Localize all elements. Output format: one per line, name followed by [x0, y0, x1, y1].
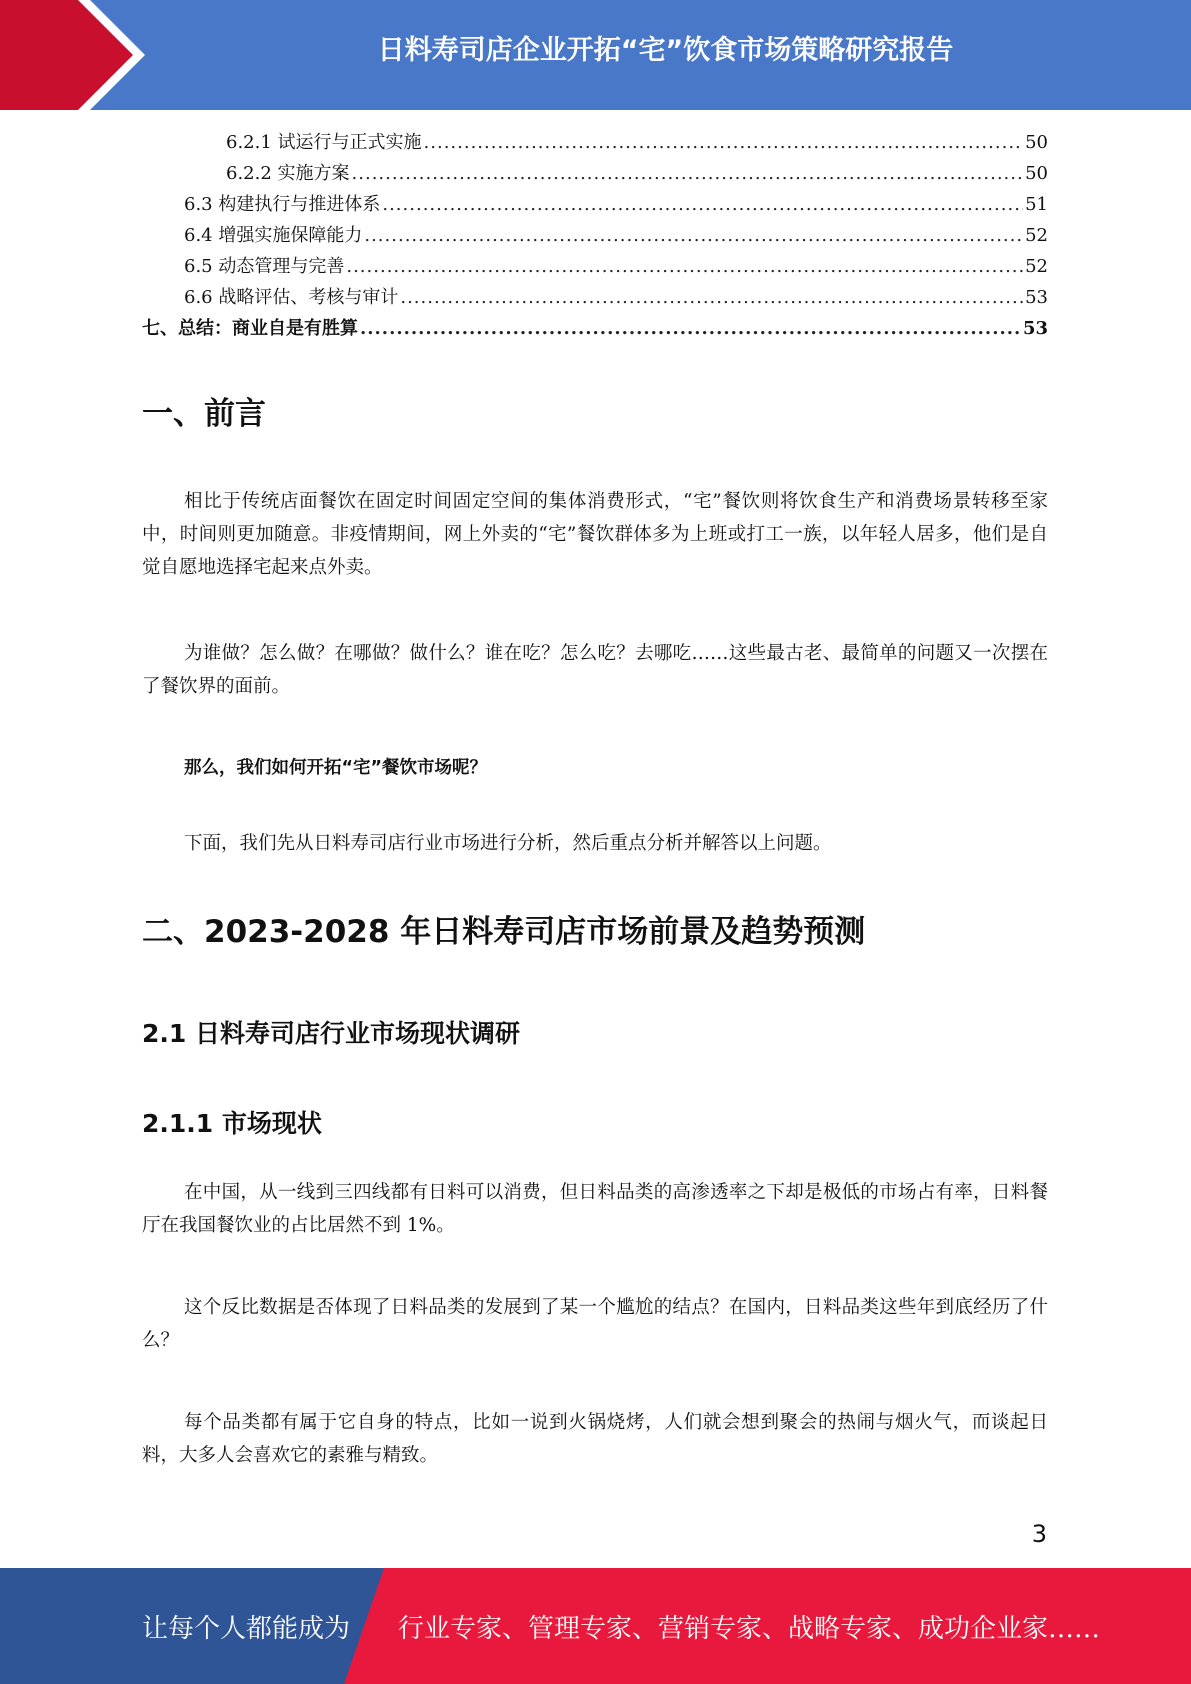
header-banner: [0, 0, 1191, 110]
toc-page: 50: [1025, 132, 1048, 153]
toc-label: 七、总结：商业自是有胜算: [142, 318, 358, 339]
footer-slogan-right: 行业专家、管理专家、营销专家、战略专家、成功企业家……: [398, 1614, 1101, 1644]
bold-paragraph: 那么，我们如何开拓“宅”餐饮市场呢？: [184, 758, 488, 778]
toc-item[interactable]: [142, 159, 1048, 190]
body-paragraph: 为谁做？怎么做？在哪做？做什么？谁在吃？怎么吃？去哪吃……这些最古老、最简单的问题又一次摆在了餐饮界的面前。: [142, 643, 1048, 697]
toc-item[interactable]: [142, 221, 1048, 252]
subsection-heading: 2.1 日料寿司店行业市场现状调研: [142, 1019, 520, 1048]
body-paragraph: 这个反比数据是否体现了日料品类的发展到了某一个尴尬的结点？在国内，日料品类这些年到底经历了什么？: [142, 1297, 1048, 1351]
toc-leader: [352, 163, 1024, 184]
toc-item[interactable]: [142, 190, 1048, 221]
toc-label: 6.4 增强实施保障能力: [184, 225, 363, 246]
toc-label: 6.2.1 试运行与正式实施: [226, 132, 422, 153]
toc-item[interactable]: [142, 283, 1048, 314]
header-chevron-icon: [0, 0, 160, 110]
toc-leader: [346, 256, 1023, 277]
toc-leader: [364, 225, 1023, 246]
toc-item[interactable]: [142, 128, 1048, 159]
toc-leader: [360, 318, 1021, 339]
toc-item[interactable]: [142, 252, 1048, 283]
toc-leader: [424, 132, 1024, 153]
toc-page: 53: [1025, 287, 1048, 308]
section-heading: 二、2023-2028 年日料寿司店市场前景及趋势预测: [142, 914, 866, 950]
toc-page: 52: [1025, 225, 1048, 246]
body-paragraph: 在中国，从一线到三四线都有日料可以消费，但日料品类的高渗透率之下却是极低的市场占有率，日料餐厅在我国餐饮业的占比居然不到 1%。: [142, 1182, 1048, 1236]
report-title: 日料寿司店企业开拓“宅”饮食市场策略研究报告: [377, 35, 954, 66]
section-heading: 一、前言: [142, 396, 266, 432]
toc-label: 6.5 动态管理与完善: [184, 256, 345, 277]
toc-label: 6.6 战略评估、考核与审计: [184, 287, 399, 308]
toc-label: 6.2.2 实施方案: [226, 163, 350, 184]
body-paragraph: 相比于传统店面餐饮在固定时间固定空间的集体消费形式，“宅”餐饮则将饮食生产和消费场景转移至家中，时间则更加随意。非疫情期间，网上外卖的“宅”餐饮群体多为上班或打工一族，以年轻人居多，他们是自觉自愿地选择宅起来点外卖。: [142, 491, 1048, 578]
toc-page: 50: [1025, 163, 1048, 184]
toc-page: 53: [1022, 318, 1048, 339]
toc-page: 52: [1025, 256, 1048, 277]
toc-page: 51: [1025, 194, 1048, 215]
footer-banner: [0, 1568, 1191, 1684]
footer-slogan-left: 让每个人都能成为: [142, 1614, 351, 1644]
toc-item[interactable]: [142, 314, 1048, 345]
table-of-contents: [142, 128, 1048, 345]
toc-leader: [382, 194, 1023, 215]
toc-label: 6.3 构建执行与推进体系: [184, 194, 381, 215]
subsection-heading: 2.1.1 市场现状: [142, 1109, 322, 1138]
page-number: 3: [1031, 1520, 1047, 1548]
toc-leader: [400, 287, 1023, 308]
body-paragraph: 每个品类都有属于它自身的特点，比如一说到火锅烧烤，人们就会想到聚会的热闹与烟火气，而谈起日料，大多人会喜欢它的素雅与精致。: [142, 1412, 1048, 1466]
body-paragraph: 下面，我们先从日料寿司店行业市场进行分析，然后重点分析并解答以上问题。: [184, 833, 832, 854]
